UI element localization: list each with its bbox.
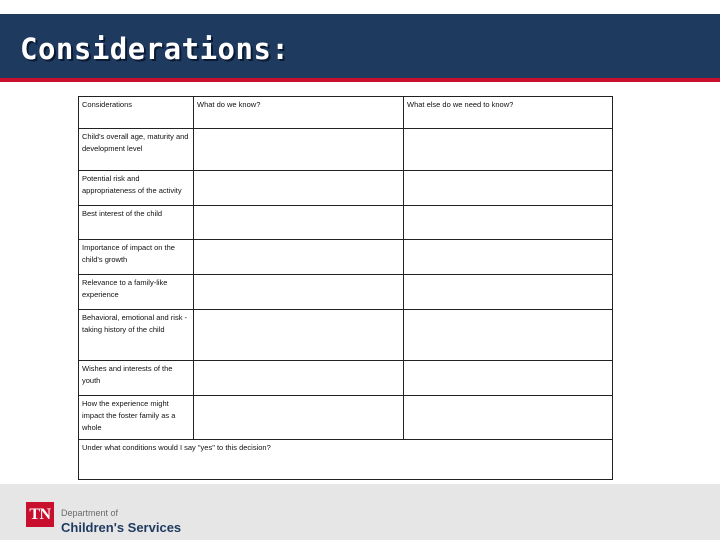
top-strip [0, 0, 720, 14]
row-label: Behavioral, emotional and risk -taking history of the child [79, 310, 194, 361]
row-need-cell[interactable] [404, 396, 613, 440]
table-header-row [79, 97, 613, 129]
row-known-cell[interactable] [194, 361, 404, 396]
row-need-cell[interactable] [404, 206, 613, 240]
row-need-cell[interactable] [404, 361, 613, 396]
row-need-cell[interactable] [404, 129, 613, 171]
row-need-cell[interactable] [404, 310, 613, 361]
tn-logo-badge: TN [26, 502, 54, 527]
row-label: Potential risk and appropriateness of the activity [79, 171, 194, 206]
row-label: Relevance to a family-like experience [79, 275, 194, 310]
considerations-table [78, 96, 613, 480]
header-what-do-we-know: What do we know? [194, 97, 404, 129]
row-need-cell[interactable] [404, 171, 613, 206]
accent-line [0, 78, 720, 82]
table-row [79, 396, 613, 440]
row-known-cell[interactable] [194, 396, 404, 440]
table-row [79, 310, 613, 361]
logo-department-line: Department of [61, 508, 119, 518]
logo-agency-name: Children's Services [61, 520, 182, 535]
table-row [79, 361, 613, 396]
row-known-cell[interactable] [194, 171, 404, 206]
row-label: Child's overall age, maturity and development level [79, 129, 194, 171]
row-need-cell[interactable] [404, 275, 613, 310]
row-known-cell[interactable] [194, 240, 404, 275]
table-row [79, 440, 613, 480]
header-bar [0, 14, 720, 78]
row-label: Best interest of the child [79, 206, 194, 240]
table-row [79, 171, 613, 206]
row-need-cell[interactable] [404, 240, 613, 275]
header-what-else: What else do we need to know? [404, 97, 613, 129]
table-row [79, 129, 613, 171]
table-row [79, 275, 613, 310]
row-label: Wishes and interests of the youth [79, 361, 194, 396]
row-known-cell[interactable] [194, 129, 404, 171]
table-row [79, 206, 613, 240]
row-known-cell[interactable] [194, 310, 404, 361]
slide-title: Considerations: [20, 32, 290, 66]
conditions-question[interactable]: Under what conditions would I say "yes" to this decision? [79, 440, 613, 480]
row-label: How the experience might impact the foster family as a whole [79, 396, 194, 440]
table-row [79, 240, 613, 275]
row-label: Importance of impact on the child's growth [79, 240, 194, 275]
row-known-cell[interactable] [194, 206, 404, 240]
header-considerations: Considerations [79, 97, 194, 129]
row-known-cell[interactable] [194, 275, 404, 310]
